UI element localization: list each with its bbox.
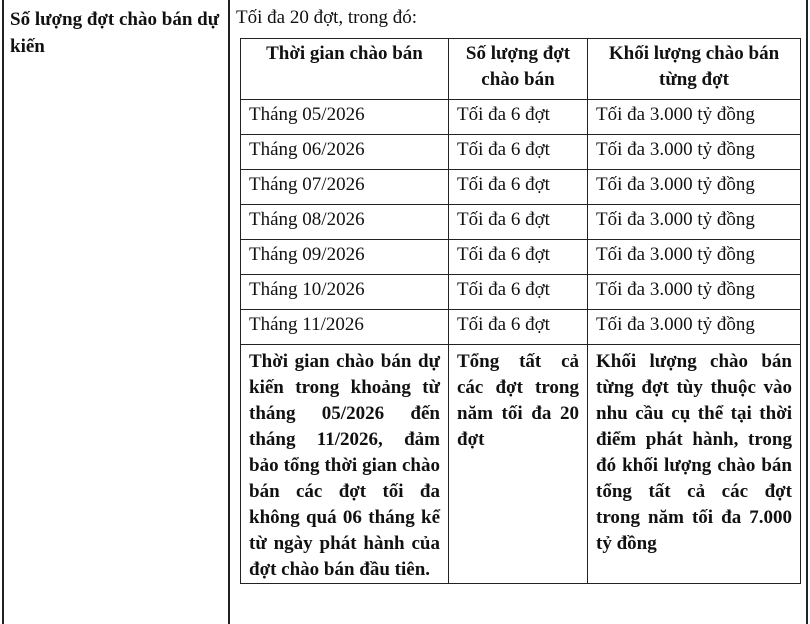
cell-count: Tối đa 6 đợt	[449, 100, 588, 135]
cell-volume: Tối đa 3.000 tỷ đồng	[588, 170, 801, 205]
table-row	[241, 205, 801, 240]
table-header-row	[241, 39, 801, 100]
cell-count: Tối đa 6 đợt	[449, 135, 588, 170]
intro-text: Tối đa 20 đợt, trong đó:	[236, 7, 418, 28]
cell-volume: Tối đa 3.000 tỷ đồng	[588, 205, 801, 240]
cell-count: Tối đa 6 đợt	[449, 310, 588, 345]
row-label: Số lượng đợt chào bán dự kiến	[10, 9, 220, 57]
cell-month: Tháng 11/2026	[241, 310, 449, 345]
header-count: Số lượng đợt chào bán	[449, 39, 588, 100]
summary-time: Thời gian chào bán dự kiến trong khoảng từ tháng 05/2026 đến tháng 11/2026, đảm bảo tổng thời gian chào bán các đợt tối đa không quá 06 tháng kể từ ngày phát hành của đợt chào bán đầu tiên.	[241, 345, 449, 584]
cell-month: Tháng 07/2026	[241, 170, 449, 205]
cell-count: Tối đa 6 đợt	[449, 170, 588, 205]
cell-volume: Tối đa 3.000 tỷ đồng	[588, 310, 801, 345]
summary-row	[241, 345, 801, 584]
outer-border-left	[2, 0, 4, 624]
offering-schedule-table	[240, 38, 801, 584]
table-row	[241, 240, 801, 275]
cell-volume: Tối đa 3.000 tỷ đồng	[588, 275, 801, 310]
cell-volume: Tối đa 3.000 tỷ đồng	[588, 135, 801, 170]
summary-volume: Khối lượng chào bán từng đợt tùy thuộc vào nhu cầu cụ thể tại thời điểm phát hành, trong đó khối lượng chào bán tổng tất cả các đợt trong năm tối đa 7.000 tỷ đồng	[588, 345, 801, 584]
cell-month: Tháng 08/2026	[241, 205, 449, 240]
table-row	[241, 100, 801, 135]
cell-count: Tối đa 6 đợt	[449, 240, 588, 275]
header-time: Thời gian chào bán	[241, 39, 449, 100]
table-row	[241, 170, 801, 205]
cell-count: Tối đa 6 đợt	[449, 275, 588, 310]
header-volume: Khối lượng chào bán từng đợt	[588, 39, 801, 100]
cell-month: Tháng 10/2026	[241, 275, 449, 310]
summary-count: Tổng tất cả các đợt trong năm tối đa 20 đợt	[449, 345, 588, 584]
cell-month: Tháng 05/2026	[241, 100, 449, 135]
cell-count: Tối đa 6 đợt	[449, 205, 588, 240]
cell-month: Tháng 09/2026	[241, 240, 449, 275]
cell-volume: Tối đa 3.000 tỷ đồng	[588, 100, 801, 135]
column-divider	[228, 0, 230, 624]
table-row	[241, 275, 801, 310]
outer-border-right	[806, 0, 808, 624]
cell-volume: Tối đa 3.000 tỷ đồng	[588, 240, 801, 275]
cell-month: Tháng 06/2026	[241, 135, 449, 170]
table-row	[241, 310, 801, 345]
table-row	[241, 135, 801, 170]
